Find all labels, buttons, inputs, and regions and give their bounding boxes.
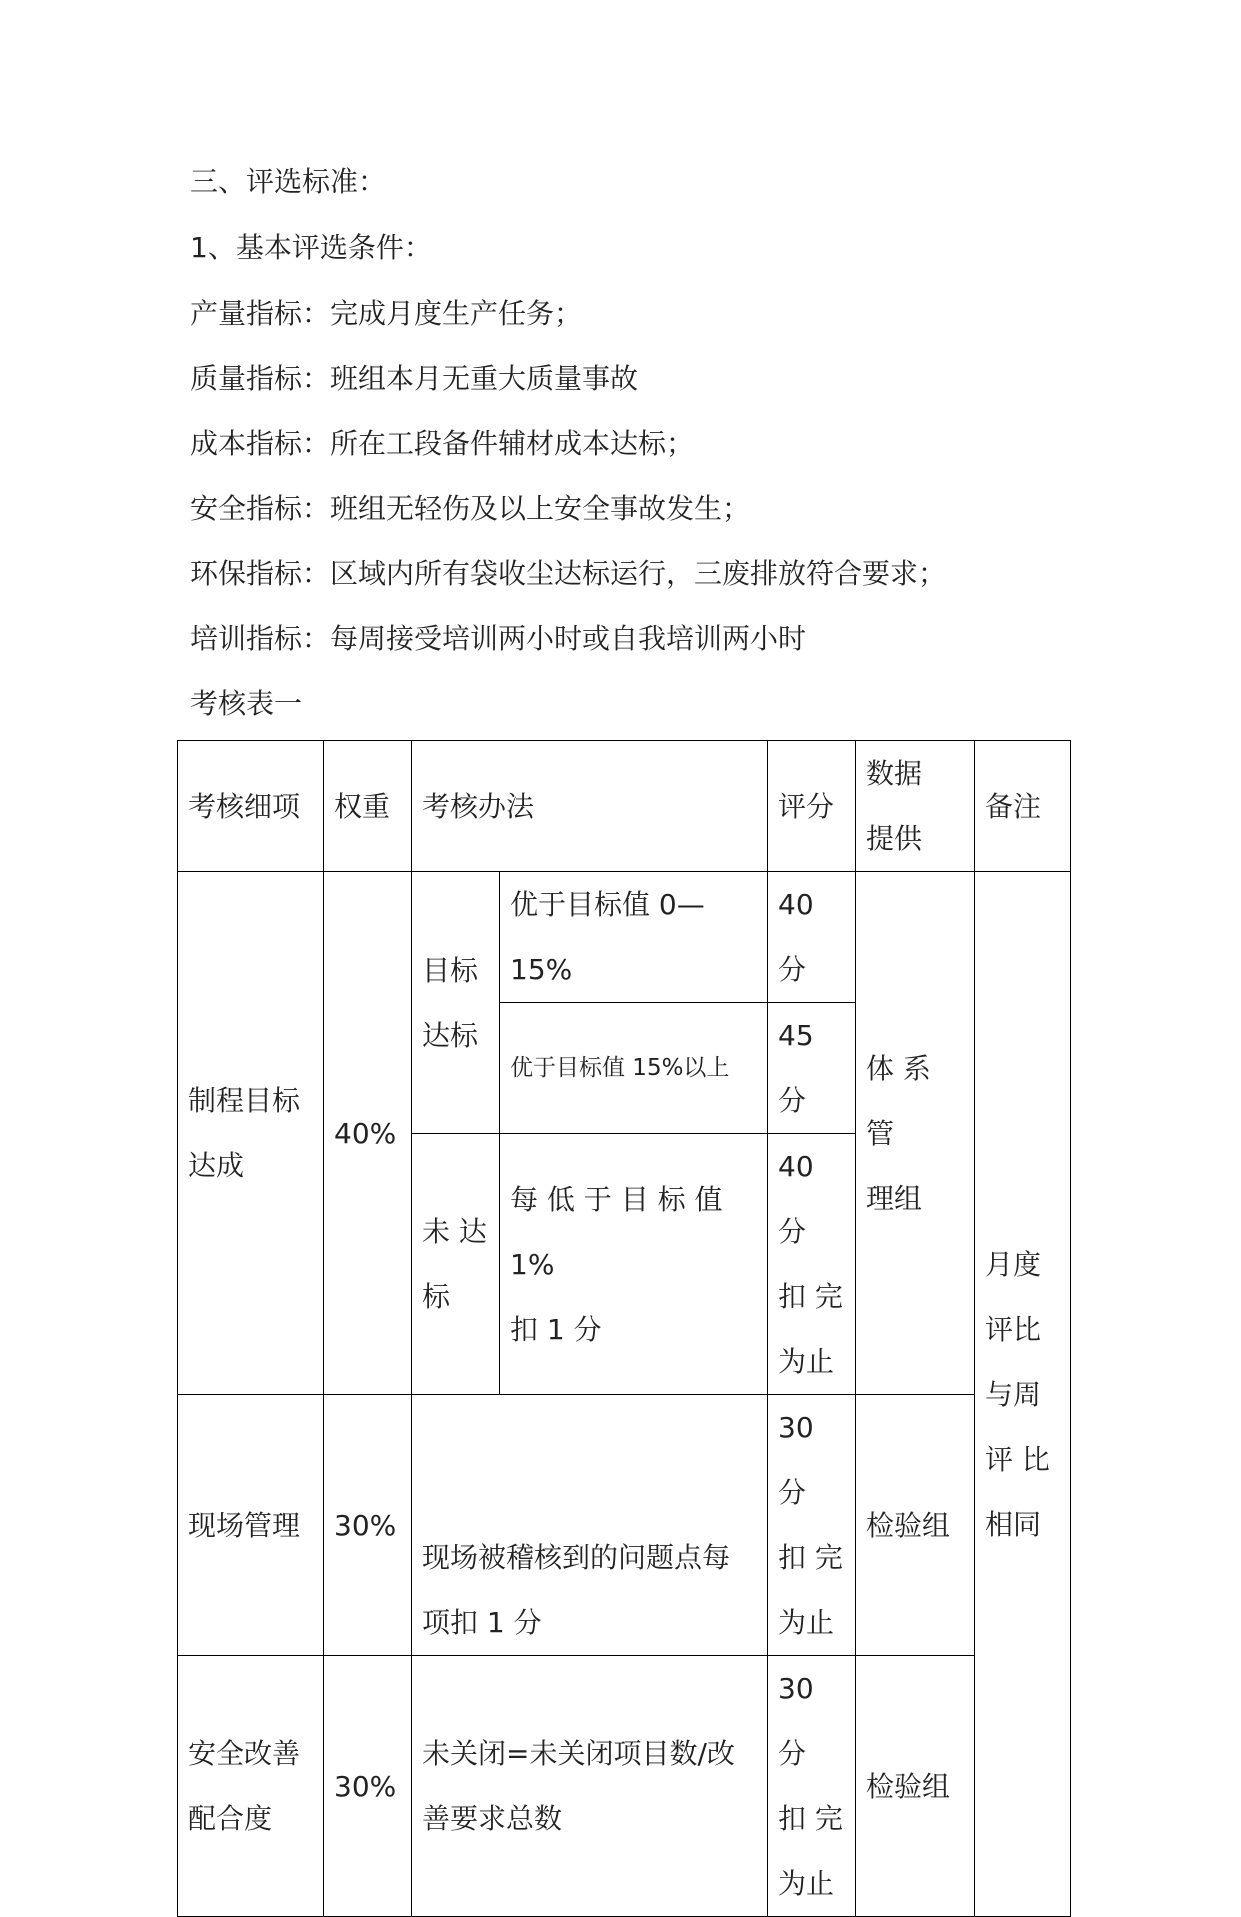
row1-met-b-score: 45 分 <box>768 1003 856 1134</box>
remark-line-5: 相同 <box>985 1507 1042 1541</box>
criterion-safety: 安全指标：班组无轻伤及以上安全事故发生； <box>190 492 751 525</box>
row3-data-source: 检验组 <box>856 1656 975 1917</box>
table-row <box>178 872 1071 1003</box>
remark-line-1: 月度 <box>985 1247 1042 1281</box>
row1-met-label-line-1: 目标 <box>422 953 479 987</box>
row3-method-line-1: 未关闭=未关闭项目数/改 <box>422 1737 735 1770</box>
table-header-row <box>178 741 1071 872</box>
header-item: 考核细项 <box>178 741 324 872</box>
criterion-training: 培训指标：每周接受培训两小时或自我培训两小时 <box>190 622 807 655</box>
row2-score-line-2: 扣 完 <box>778 1541 843 1574</box>
subsection-heading: 1、基本评选条件： <box>190 231 432 264</box>
row3-score-line-2: 扣 完 <box>778 1802 843 1835</box>
criterion-quality: 质量指标：班组本月无重大质量事故 <box>190 362 639 395</box>
row2-method-line-2: 项扣 1 分 <box>422 1606 542 1639</box>
row3-item-line-2: 配合度 <box>188 1802 273 1835</box>
row1-unmet-score-line-2: 扣 完 <box>778 1280 843 1313</box>
row1-unmet-label <box>412 1134 500 1395</box>
row3-item-line-1: 安全改善 <box>188 1737 301 1770</box>
row1-data-source <box>856 872 975 1395</box>
header-data-source-line-2: 提供 <box>866 822 923 855</box>
row3-weight: 30% <box>324 1656 412 1917</box>
remark-line-2: 评比 <box>985 1312 1042 1346</box>
row2-score-line-3: 为止 <box>778 1606 835 1639</box>
row1-unmet-label-line-2: 标 <box>422 1280 451 1313</box>
row1-met-label <box>412 872 500 1134</box>
row1-unmet-desc-line-2: 扣 1 分 <box>510 1312 602 1346</box>
table-row <box>178 1656 1071 1917</box>
row2-method <box>412 1395 768 1656</box>
row1-met-label-line-2: 达标 <box>422 1018 479 1052</box>
row1-met-a-score: 40 分 <box>768 872 856 1003</box>
criterion-cost: 成本指标：所在工段备件辅材成本达标； <box>190 427 695 460</box>
row3-item <box>178 1656 324 1917</box>
row2-score <box>768 1395 856 1656</box>
header-weight: 权重 <box>324 741 412 872</box>
row1-item-line-2: 达成 <box>188 1149 245 1182</box>
row1-unmet-score-line-1: 40 分 <box>778 1150 814 1248</box>
row2-data-source: 检验组 <box>856 1395 975 1656</box>
header-method: 考核办法 <box>412 741 768 872</box>
row1-data-source-line-1: 体 系 管 <box>866 1051 931 1150</box>
header-data-source-line-1: 数据 <box>866 757 923 790</box>
row2-score-line-1: 30 分 <box>778 1411 814 1509</box>
row3-method <box>412 1656 768 1917</box>
remark-line-4: 评 比 <box>985 1442 1050 1476</box>
row1-item-line-1: 制程目标 <box>188 1084 301 1117</box>
assessment-table <box>177 740 1071 1917</box>
row1-data-source-line-2: 理组 <box>866 1181 923 1215</box>
section-heading: 三、评选标准： <box>190 165 387 198</box>
row3-score <box>768 1656 856 1917</box>
row2-item: 现场管理 <box>178 1395 324 1656</box>
row3-method-line-2: 善要求总数 <box>422 1802 563 1835</box>
table-row <box>178 1395 1071 1656</box>
row1-met-a-desc: 优于目标值 0—15% <box>500 872 768 1003</box>
remark-cell <box>975 872 1071 1917</box>
row2-method-line-1: 现场被稽核到的问题点每 <box>422 1541 731 1574</box>
row1-met-b-desc: 优于目标值 15%以上 <box>500 1003 768 1134</box>
row1-unmet-desc-line-1: 每 低 于 目 标 值 1% <box>510 1182 723 1281</box>
header-score: 评分 <box>768 741 856 872</box>
row3-score-line-3: 为止 <box>778 1867 835 1900</box>
header-remark: 备注 <box>975 741 1071 872</box>
row1-weight: 40% <box>324 872 412 1395</box>
row3-score-line-1: 30 分 <box>778 1672 814 1770</box>
row1-unmet-label-line-1: 未 达 <box>422 1215 487 1248</box>
row2-weight: 30% <box>324 1395 412 1656</box>
row1-unmet-score <box>768 1134 856 1395</box>
row1-unmet-score-line-3: 为止 <box>778 1345 835 1378</box>
table-title: 考核表一 <box>190 687 303 720</box>
criterion-environment: 环保指标：区域内所有袋收尘达标运行，三废排放符合要求； <box>190 557 947 590</box>
remark-line-3: 与周 <box>985 1377 1042 1411</box>
row1-item <box>178 872 324 1395</box>
row1-unmet-desc <box>500 1134 768 1395</box>
header-data-source <box>856 741 975 872</box>
criterion-output: 产量指标：完成月度生产任务； <box>190 297 583 330</box>
